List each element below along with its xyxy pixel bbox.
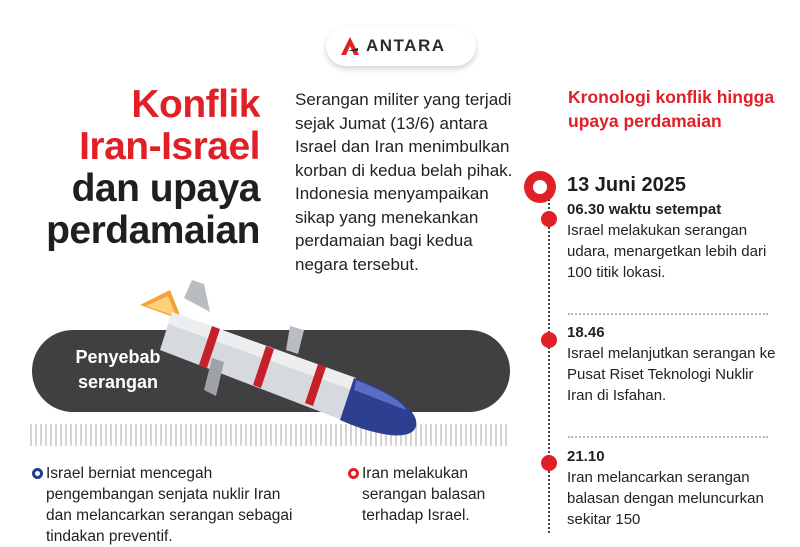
page-title — [46, 84, 260, 252]
cause-item-iran — [362, 463, 512, 526]
event-separator — [568, 436, 768, 438]
cause-item-text: Israel berniat mencegah pengembangan senjata nuklir Iran dan melancarkan serangan sebagai tindakan preventif. — [46, 465, 293, 545]
timeline-event — [567, 199, 777, 283]
timeline-date-node-icon — [524, 171, 556, 203]
timeline-event — [567, 322, 777, 406]
cause-item-israel — [46, 463, 306, 547]
timeline-line — [548, 190, 550, 533]
timeline-node-icon — [541, 211, 557, 227]
title-line-2: Iran-Israel — [79, 125, 260, 168]
cause-label-line-1: Penyebab — [75, 347, 161, 367]
title-line-3: dan upaya — [71, 167, 260, 210]
bullet-dot-icon — [32, 468, 43, 479]
title-line-1: Konflik — [131, 83, 260, 126]
antara-logo — [326, 26, 476, 66]
event-separator — [568, 313, 768, 315]
title-line-4: perdamaian — [46, 209, 260, 252]
event-text: Israel melakukan serangan udara, menargetkan lebih dari 100 titik lokasi. — [567, 222, 767, 281]
chronology-title: Kronologi konflik hingga upaya perdamaian — [568, 87, 775, 131]
event-text: Israel melanjutkan serangan ke Pusat Riset Teknologi Nuklir Iran di Isfahan. — [567, 345, 776, 404]
timeline-node-icon — [541, 455, 557, 471]
bullet-dot-icon — [348, 468, 359, 479]
missile-illustration — [120, 250, 440, 470]
cause-item-text: Iran melakukan serangan balasan terhadap Israel. — [362, 465, 486, 524]
timeline-node-icon — [541, 332, 557, 348]
event-time: 21.10 — [567, 448, 605, 465]
timeline-event — [567, 446, 777, 530]
event-text: Iran melancarkan serangan balasan dengan meluncurkan sekitar 150 — [567, 469, 764, 528]
timeline-date: 13 Juni 2025 — [567, 174, 686, 196]
intro-paragraph: Serangan militer yang terjadi sejak Jumat (13/6) antara Israel dan Iran menimbulkan korban di kedua belah pihak. Indonesia menyampaikan sikap yang menekankan perdamaian bagi kedua negara tersebut. — [295, 90, 513, 274]
cause-label-line-2: serangan — [77, 372, 159, 392]
logo-text: ANTARA — [366, 36, 446, 55]
event-time: 18.46 — [567, 324, 605, 341]
antara-logo-icon — [338, 34, 362, 58]
event-time: 06.30 waktu setempat — [567, 201, 722, 218]
